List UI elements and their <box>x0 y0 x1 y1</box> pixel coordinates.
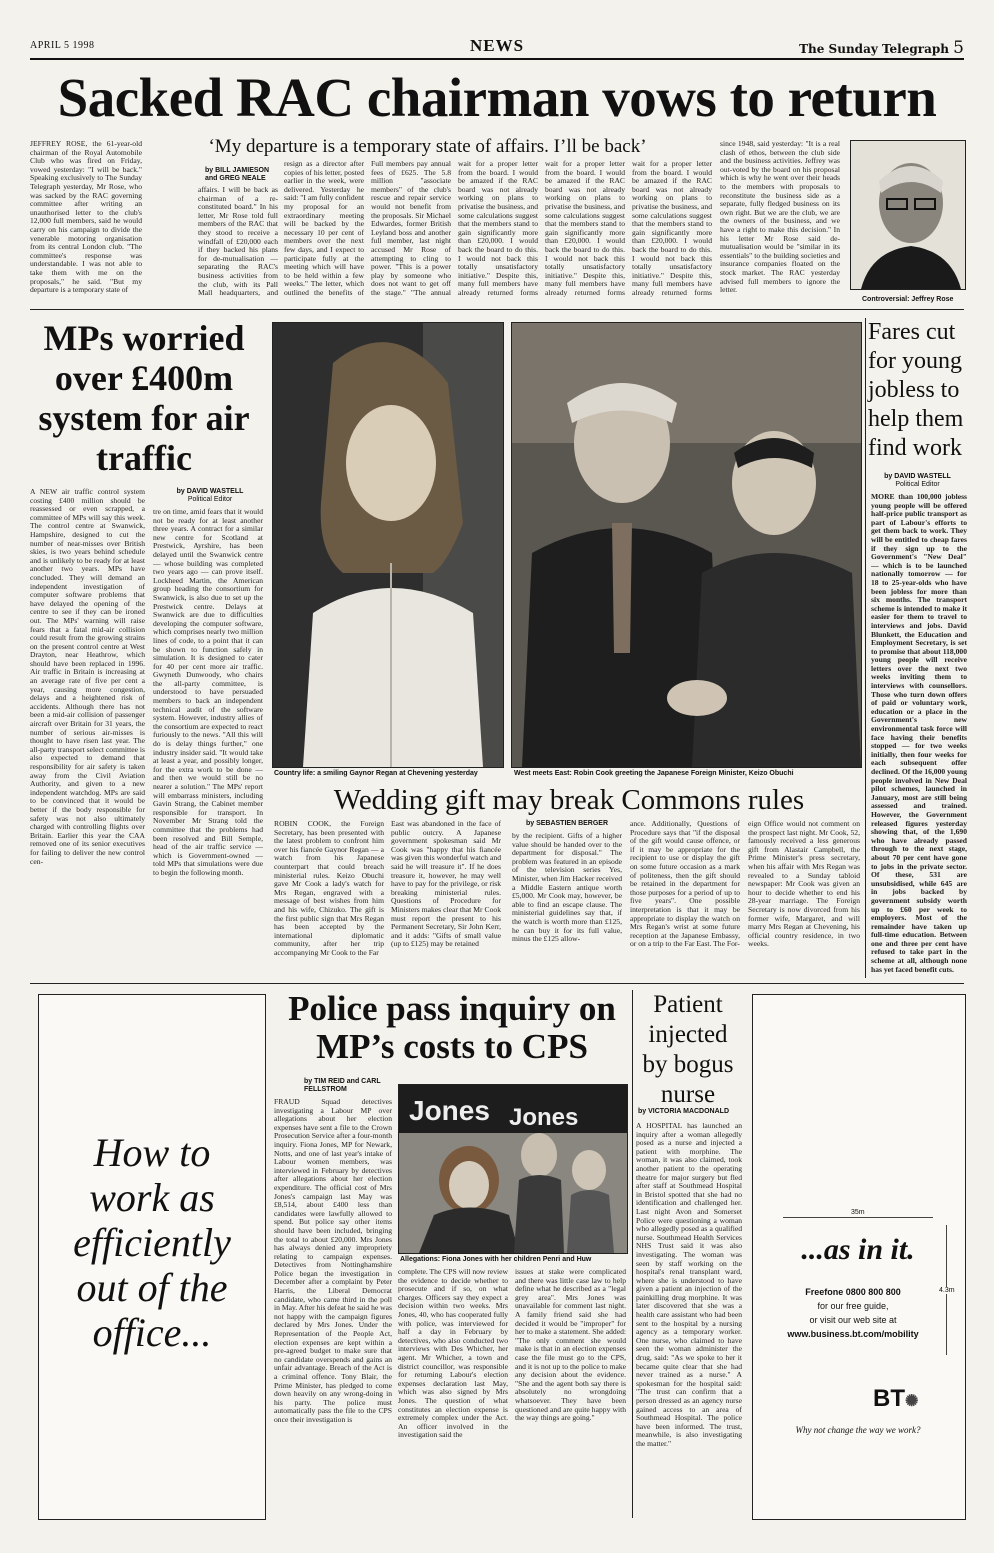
rac-headline: Sacked RAC chairman vows to return <box>57 67 937 128</box>
mps-headline: MPs worried over £400m system for air traffic <box>38 318 250 478</box>
divider <box>632 990 633 1518</box>
wedding-col-1: ROBIN COOK, the Foreign Secretary, has been presented with the latest problem to confront him over his fiancée Gaynor Regan — a watch from his Japanese counterpart that could breach ministerial rules. Keizo Obuchi gave Mr Cook a lady's watch for Mrs Regan, engraved with a message of best wishes from him and his wife, Chizuko. The gift is the first public sign that Mrs Regan has been accepted by the international diplomatic community, after her trip accompanying Mr Cook to the Far <box>274 820 384 957</box>
rac-col-1: JEFFREY ROSE, the 61-year-old chairman of the Royal Automobile Club who was fired on Friday, vowed yesterday: "I will be back." Speaking exclusively to The Sunday Telegraph yesterday, Mr Rose, who was sacked by the RAC governing committee after writing an unauthorised letter to the club's 12,000 full members, said he would carry on his campaign to divide the venerable motoring organisation from its central London club. "The committee's response was understandable. I was not able to take them with me on the proposals," he said. "But my departure is a temporary state of <box>30 140 142 295</box>
bt-logo: BT✺ <box>873 1385 919 1412</box>
gaynor-regan-photo <box>272 322 504 768</box>
ad-slogan: Why not change the way we work? <box>795 1425 921 1435</box>
cook-caption: West meets East: Robin Cook greeting the Japanese Foreign Minister, Keizo Obuchi <box>514 770 794 777</box>
rac-col-5: wait for a proper letter from the board. I would be amazed if the RAC board was not already working on plans to privatise the business, and some calculations suggest that the members stand to gain significantly more than £20,000. I would back the board to do this. I would not back this totally unsatisfactory initiative." Despite this, many full members have already returned forms <box>458 160 538 297</box>
ad-right-contact <box>773 1285 933 1341</box>
patient-byline: by VICTORIA MACDONALD <box>638 1108 729 1115</box>
wedding-col-4: ance. Additionally, Questions of Procedure says that "if the disposal of the gift would cause offence, or if it may be appropriate for the recipient to use or display the gift on some future occasion as a mark of politeness, then the gift should be retained in the department for those purposes for a period of up to five years". One possible interpretation is that it may be appropriate to display the watch on Mrs Regan's wrist at some future reception at the Japanese Embassy, or on a trip to the Far East. The For- <box>630 820 740 949</box>
jones-banner-text: Jones <box>409 1095 490 1126</box>
divider <box>30 983 964 984</box>
wedding-col-3: by the recipient. Gifts of a higher value should be handed over to the department for disposal." The problem was featured in an episode of the television series Yes, Minister, when Jim Hacker received a Middle Eastern antique worth £5,000. Mr Cook may, however, be able to find an escape clause. The ministerial guidelines say that, if the watch is worth more than £125, he can buy it for its full value, minus the £125 allow- <box>512 832 622 944</box>
jones-banner-text-2: Jones <box>509 1104 579 1131</box>
dim-line-top <box>783 1217 933 1218</box>
police-col-2: complete. The CPS will now review the evidence to decide whether to prosecute and if so, on what charges. Officers say they expect a decision within two weeks. Mrs Jones, 40, who has cooperated fully with police, was interviewed for half a day in February by detectives, who also conducted two interviews with Des Whicher, her agent. Mr Whicher, a town and district councillor, was responsible for returning Labour's election expenses declaration last May, which was also signed by Mrs Jones. The question of what constitutes an election expense is extremely complex under the Act. An officer involved in the investigation said the <box>398 1268 508 1440</box>
ad-right-tagline: ...as in it. <box>801 1233 915 1266</box>
ad-url[interactable]: www.business.bt.com/mobility <box>787 1329 919 1339</box>
ad-right <box>752 994 966 1520</box>
fares-byline: by DAVID WASTELL Political Editor <box>884 473 951 488</box>
mps-col-1: A NEW air traffic control system costing £400 million should be reassessed or even scrapped, a committee of MPs will say this week. The control centre at Swanwick, Hampshire, designed to cut the number of near-misses over British skies, is two years behind schedule and is unlikely to be ready for at least another two years. MPs have concluded. They will demand an independent investigation of computer software problems that have delayed the opening of the centre to see if they can be ironed out. The MPs' warning will raise fears that a fatal mid-air collision could result from the growing strains on the present control centre at West Drayton, near Heathrow, which should have been replaced in 1996. Air traffic in Britain is increasing at an average rate of five per cent a year, causing more congestion, delays and a heightened risk of accidents. Although there has not been a mid-air collision of passenger aircraft over Britain for 31 years, the number of serious air-misses is thought to have risen last year. The all-party transport select committee is also expected to demand that responsibility for air safety is taken away from the Civil Aviation Authority, and given to a new independent watchdog. MPs are said to be convinced that it would be better if the body responsible for safety was not also ultimately charged with controlling flights over Britain. Earlier this year the CAA removed one of its senior executives for failing to deliver the new control cen- <box>30 488 145 866</box>
section-title: NEWS <box>469 36 525 55</box>
rac-col-5c: wait for a proper letter from the board. I would be amazed if the RAC board was not already working on plans to privatise the business, and some calculations suggest that the members stand to gain significantly more than £20,000. I would back the board to do this. I would not back this totally unsatisfactory initiative." Despite this, many full members have already returned forms <box>632 160 712 297</box>
mps-col-2: tre on time, amid fears that it would not be ready for at least another three years. A contract for a similar new centre for Scotland at Prestwick, Ayrshire, has been delayed until the Swanwick centre — whose building was completed two years ago — can prove itself. Lockheed Martin, the American group heading the consortium for Swanwick, is also due to set up the Prestwick centre. Delays at Swanwick are due to difficulties developing the computer software, which comprises nearly two million lines of code, to a point that it can be shown to function safely in simulation. It is designed to cater for 40 per cent more air traffic. Gwyneth Dunwoody, who chairs the all-party committee, is understood to have persuaded members to back an independent technical audit of the software system. However, industry allies of the consortium are expected to react furiously to the news. "All this will do is delay things further," one industry insider said. "It would take at least a year, and possibly longer, for the extra work to be done — and then we would still be no nearer a solution." The MPs' report will embarrass ministers, including Gavin Strang, the Cabinet member responsible for transport. In November Mr Strang told the committee that the problems had been resolved and Bill Semple, head of the air traffic service — which is Government-owned — told MPs that simulations were due to begin the following month. <box>153 508 263 877</box>
rac-subheadline: ‘My departure is a temporary state of affairs. I’ll be back’ <box>208 136 647 157</box>
mps-byline: by DAVID WASTELL Political Editor <box>176 488 244 503</box>
rac-col-2: affairs. I will be back as chairman of a re-constituted board." In his letter, Mr Rose told full members of the RAC that they stood to receive a windfall of £20,000 each if they backed his plans for de-mutualisation — separating the RAC's business activities from the club, with its Pall Mall headquarters, and <box>198 186 278 297</box>
wedding-col-5: eign Office would not comment on the prospect last night. Mr Cook, 52, famously received a less generous gift from Alastair Campbell, the Prime Minister's press secretary, when his affair with Mrs Regan was revealed to a Sunday tabloid newspaper: Mr Cook was given an hour to decide whether to end his 28-year marriage. The Foreign Secretary is now divorced from his former wife, Margaret, and will marry Mrs Regan at Chevening, his official country residence, in two weeks. <box>748 820 860 949</box>
cook-obuchi-photo <box>511 322 862 768</box>
patient-col-1: A HOSPITAL has launched an inquiry after a woman allegedly posed as a nurse and injected a patient with morphine. The woman, it was also claimed, took another patient to the operating theatre for major surgery but fled after staff at Southmead Hospital in Bristol spotted that she had no identification and challenged her. Last night Avon and Somerset Police were questioning a woman who allegedly posed as a qualified nurse. Southmead Health Services NHS Trust said it was also investigating. The woman was seen by staff working on the hospital's renal transplant ward, where she is understood to have given a patient an injection of the painkilling drug morphine. It was later discovered that she was a health care assistant who had been sent to the hospital by a nursing agency as a temporary worker. One nurse, who claimed to have seen the woman administer the drug, said: "As we spoke to her it became quite clear that she had never trained as a nurse." A spokesman for the hospital said: "The trust can confirm that a person dressed as an agency nurse gained access to an area of Southmead Hospital. The police have been informed. The trust, meanwhile, is also investigating the matter." <box>636 1122 742 1448</box>
police-headline: Police pass inquiry on MP’s costs to CPS <box>288 989 616 1066</box>
rac-byline: by BILL JAMIESON and GREG NEALE <box>205 167 270 182</box>
jones-caption: Allegations: Fiona Jones with her children Penri and Huw <box>400 1256 592 1263</box>
wedding-byline: by SEBASTIEN BERGER <box>525 820 609 827</box>
issue-date: APRIL 5 1998 <box>30 40 95 51</box>
patient-headline: Patient injected by bogus nurse <box>642 991 734 1108</box>
ad-left-tagline: How to work as efficiently out of the office... <box>73 1130 231 1355</box>
ad-line-3: or visit our web site at <box>809 1315 897 1325</box>
ad-line-2: for our free guide, <box>817 1301 889 1311</box>
rac-col-4: Full members pay annual fees of £625. The 5.8 million "associate members" of the club's rescue and repair service would not benefit from the proposals. Sir Michael Edwardes, former British Leyland boss and another full member, last night accused Mr Rose of attempting to cling to power. "This is a power play by someone who does not want to get off the stage." "The annual <box>371 160 451 297</box>
jeffrey-rose-photo <box>850 140 966 290</box>
masthead <box>30 36 964 60</box>
police-col-1: FRAUD Squad detectives investigating a Labour MP over allegations about her election expenses have sent a file to the Crown Prosecution Service after a four-month inquiry. Fiona Jones, MP for Newark, Notts, and one of last year's intake of Labour women members, was interviewed in February by detectives after allegations about her election expenditure. The official cost of Mrs Jones's campaign last May was £8,514, about £400 less than candidates were lawfully allowed to spend. But police say other items should have been included, bringing the total to about £20,000. Mrs Jones has always denied any impropriety relating to campaign expenses. Detectives from Nottinghamshire Police began the investigation in December after a complaint by Peter Harris, the Liberal Democrat candidate, who came third in the poll in May. After his defeat he said he was not happy with the campaign figures declared by Mrs Jones. Under the Representation of the People Act, election expenses are kept within a pre-agreed budget to make sure that no candidate overspends and gains an unfair advantage. Breach of the Act is a criminal offence. Tony Blair, the Prime Minister, has pledged to come down heavily on any wrong-doing in his party. The police must automatically pass the file to the CPS once their investigation is <box>274 1098 392 1424</box>
bt-piper-icon: ✺ <box>905 1393 919 1410</box>
rose-caption: Controversial: Jeffrey Rose <box>862 296 954 303</box>
dim-label-top: 35m <box>851 1209 865 1216</box>
fares-col-1: MORE than 100,000 jobless young people will be offered half-price public transport as part of Labour's efforts to get them back to work. They will be entitled to cheap fares if they sign up to the Government's "New Deal" — which is to be launched nationally tomorrow — for 18 to 25-year-olds who have been jobless for more than six months. The transport scheme is intended to make it easier for them to travel to interviews and jobs. David Blunkett, the Education and Employment Secretary, is set to promise that about 118,000 young people will receive letters over the next two weeks inviting them to interviews with counsellors. Those who turn down offers of paid or voluntary work, education or a place in the Government's new environmental task force will face having their benefits stopped — for two weeks initially, then four weeks for each subsequent offer declined. Of the 16,000 young people involved in New Deal pilot schemes, launched in January, most are still being assessed and trained. However, the Government released figures yesterday showing that, of the 1,690 who have already passed through to the next stage, about 70 per cent have gone to jobs in the private sector. Of these, 531 are unsubsidised, while 645 are in jobs backed by government subsidy worth up to £60 per week to employers. Most of the remainder have taken up full-time education. Between one and three per cent have refused to take part in the scheme at all, although none has yet faced benefit cuts. <box>871 493 967 974</box>
rac-col-3: resign as a director after copies of his letter, posted earlier in the week, were delivered. Yesterday he said: "I am fully confident my proposal for an extraordinary meeting will be backed by the necessary 10 per cent of members over the next few days, and I expect to participate fully at the meeting which will have to be held within a few weeks." The letter, which outlined the benefits of <box>284 160 364 297</box>
ad-phone[interactable]: Freefone 0800 800 800 <box>805 1287 901 1297</box>
wedding-headline: Wedding gift may break Commons rules <box>333 784 805 816</box>
page-number: 5 <box>953 38 964 58</box>
police-col-3: issues at stake were complicated and there was little case law to help define what he described as a "legal grey area". Mrs Jones was unavailable for comment last night. A family friend said she had decided it would be "improper" for her to make a statement. She added: "The only comment she would make is that in an election expenses case the file must go to the CPS, and it is not up to the police to make any decision about the evidence. "She and the agent both say there is absolutely no wrongdoing whatsoever. They have been questioned and are quite happy with the way things are going." <box>515 1268 626 1423</box>
ad-left <box>38 994 266 1520</box>
regan-caption: Country life: a smiling Gaynor Regan at Chevening yesterday <box>274 770 478 777</box>
wedding-col-2: East was abandoned in the face of public outcry. A Japanese government spokesman said Mr Cook was "happy that his fiancée was given this wonderful watch and said he will treasure it". If he does treasure it, however, he may well have to pay for the privilege, or risk breaking ministerial rules. Questions of Procedure for Ministers makes clear that Mr Cook must report the present to his Permanent Secretary, Sir John Kerr, and it adds: "Gifts of small value (up to £125) may be retained <box>391 820 501 949</box>
fares-headline: Fares cut for young jobless to help them find work <box>868 319 964 461</box>
rac-col-5b: wait for a proper letter from the board. I would be amazed if the RAC board was not already working on plans to privatise the business, and some calculations suggest that the members stand to gain significantly more than £20,000. I would back the board to do this. I would not back this totally unsatisfactory initiative." Despite this, many full members have already returned forms <box>545 160 625 297</box>
paper-name: The Sunday Telegraph 5 <box>799 38 964 58</box>
divider <box>865 318 866 978</box>
rac-col-6: since 1948, said yesterday: "It is a real clash of ethos, between the club side and the business activities. Jeffrey was out-voted by the board on his proposal which is why he went over their heads to the members with proposals to reconstitute the business side as a separate, fully fledged business on its own right. But we are the club, we are the owners of the business, and we have a right to make this decision." In his letter Mr Rose said de-mutualisation would be "similar in its essentials" to the building societies and insurance companies floated on the stock market. The RAC yesterday advised full members to ignore the letter. <box>720 140 840 295</box>
divider <box>30 309 964 310</box>
police-byline: by TIM REID and CARL FELLSTROM <box>304 1078 381 1093</box>
fiona-jones-photo <box>398 1084 628 1254</box>
dim-label-side: 4.3m <box>939 1287 955 1294</box>
